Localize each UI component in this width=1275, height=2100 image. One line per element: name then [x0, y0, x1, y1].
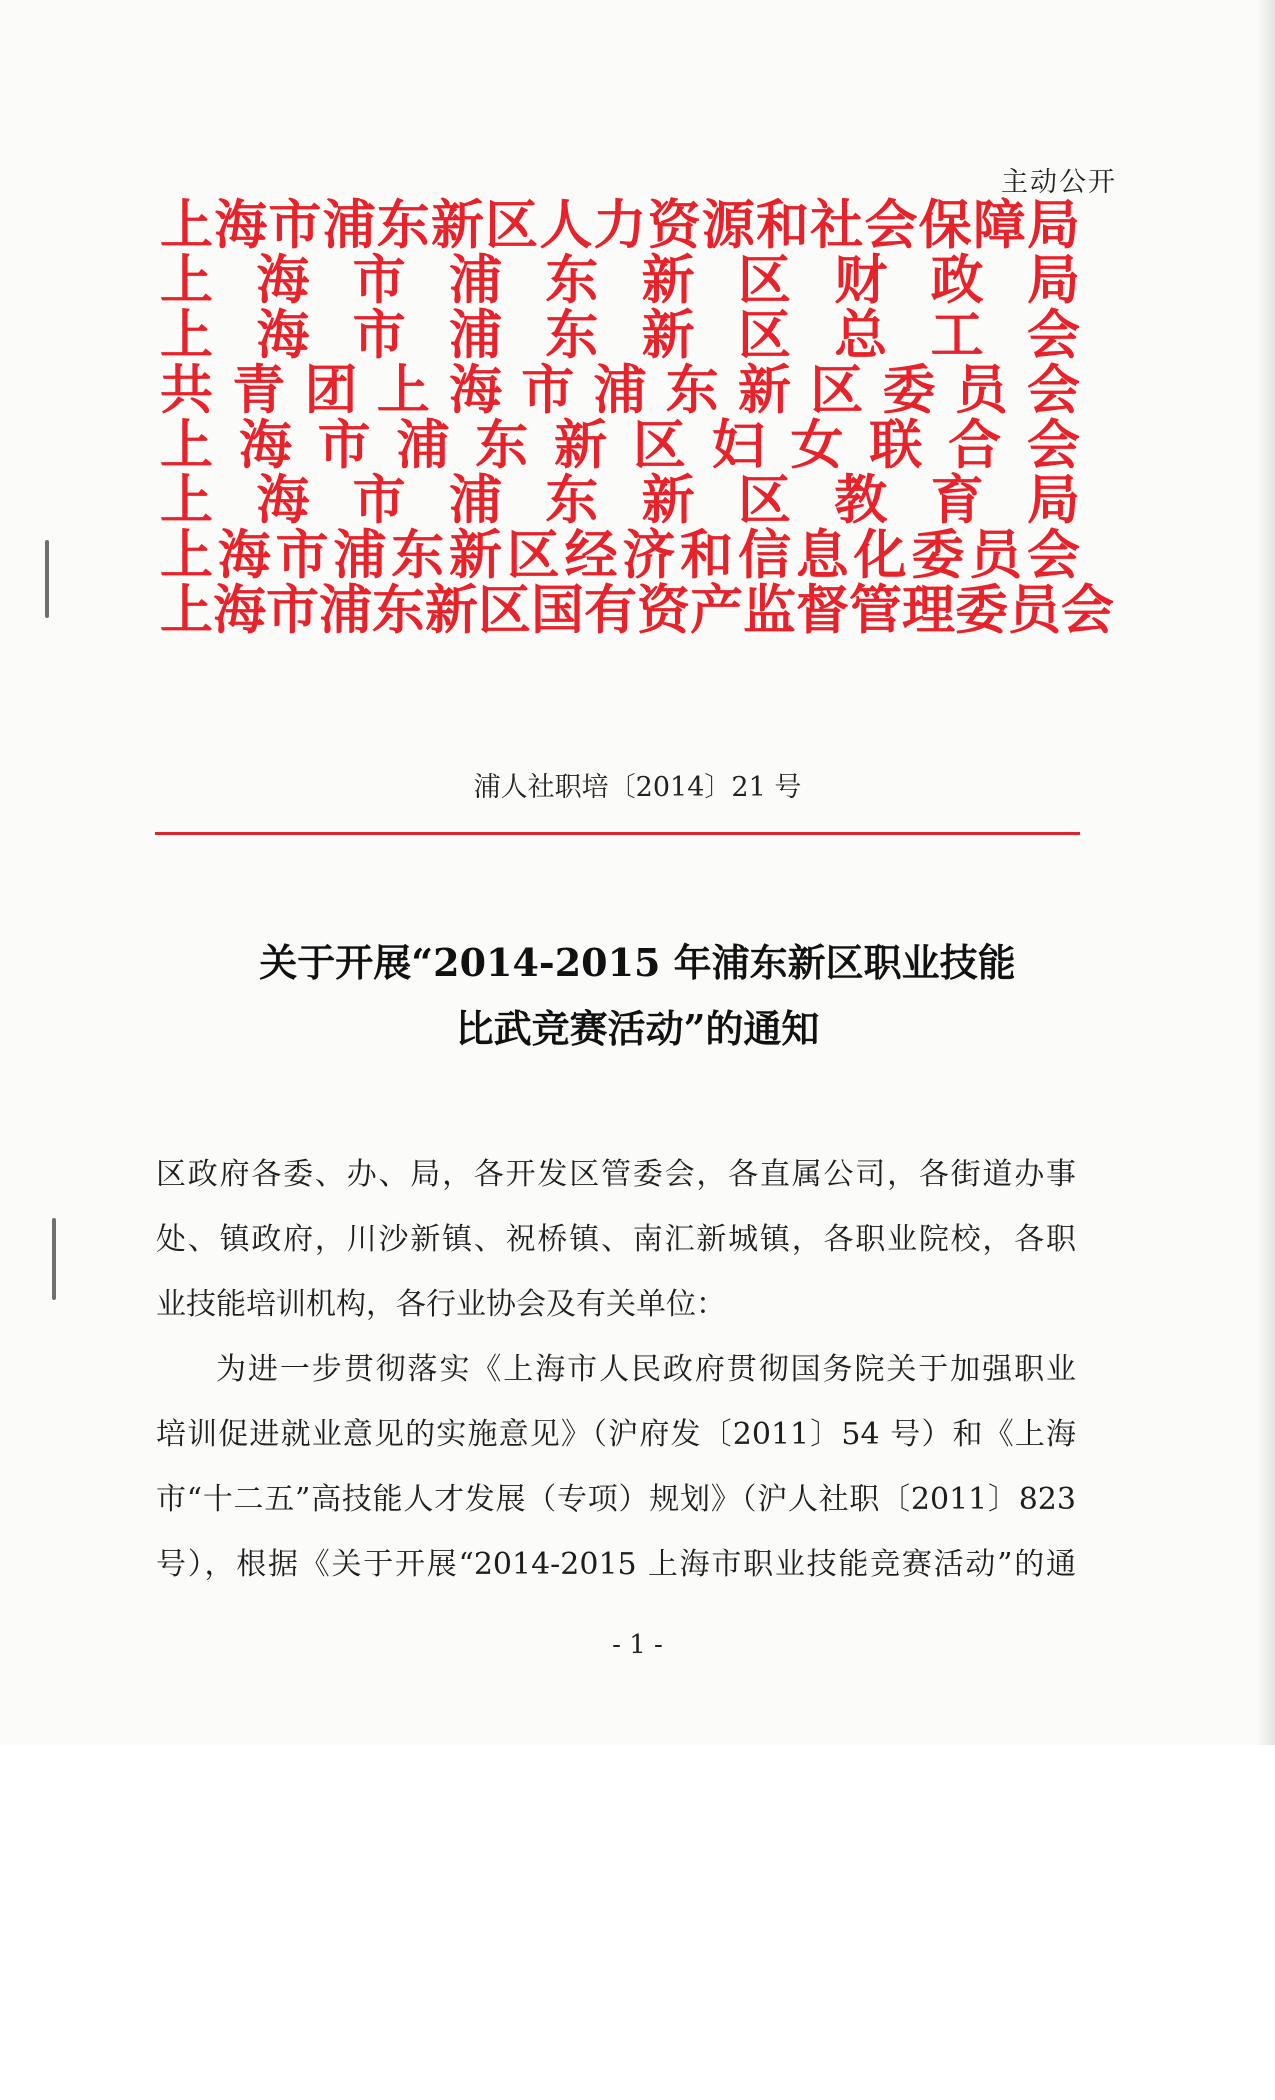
- issuer-char: 东: [665, 359, 719, 421]
- issuer-char: 海: [213, 579, 266, 641]
- issuer-line: [160, 194, 1080, 256]
- issuing-agencies-header: [160, 194, 1114, 641]
- issuer-char: 化: [853, 524, 907, 586]
- issuer-char: 青: [232, 359, 286, 421]
- issuer-char: 海: [256, 469, 310, 531]
- issuer-line: [160, 359, 1080, 421]
- issuer-char: 浦: [448, 304, 502, 366]
- issuer-char: 市: [352, 249, 406, 311]
- body-text: [156, 1142, 1076, 1597]
- issuer-char: 会: [1026, 524, 1080, 586]
- issuer-char: 资: [647, 194, 701, 256]
- body-line-1: 区政府各委、办、局，各开发区管委会，各直属公司，各街道办事: [156, 1157, 1076, 1192]
- issuer-char: 会: [1061, 579, 1114, 641]
- issuer-char: 和: [680, 524, 734, 586]
- issuer-char: 区: [737, 249, 791, 311]
- issuer-char: 上: [160, 524, 213, 586]
- issuer-char: 新: [448, 524, 502, 586]
- issuer-char: 东: [545, 469, 599, 531]
- issuer-char: 新: [641, 304, 695, 366]
- issuer-char: 局: [1026, 469, 1080, 531]
- issuer-char: 浦: [322, 194, 376, 256]
- issuer-char: 东: [376, 194, 430, 256]
- issuer-char: 源: [701, 194, 755, 256]
- issuer-char: 区: [810, 359, 864, 421]
- issuer-char: 市: [521, 359, 575, 421]
- issuer-char: 市: [352, 469, 406, 531]
- issuer-char: 国: [531, 579, 584, 641]
- issuer-char: 联: [869, 414, 923, 476]
- issuer-char: 市: [275, 524, 329, 586]
- issuer-char: 海: [238, 414, 292, 476]
- issuer-char: 财: [834, 249, 888, 311]
- issuer-char: 合: [948, 414, 1002, 476]
- body-line-6: 市“十二五”高技能人才发展（专项）规划》（沪人社职〔2011〕823: [156, 1482, 1076, 1517]
- page-edge-shadow: [1257, 0, 1275, 1745]
- issuer-char: 信: [737, 524, 791, 586]
- issuer-line: [160, 524, 1080, 586]
- issuer-char: 人: [539, 194, 593, 256]
- issuer-char: 力: [593, 194, 647, 256]
- issuer-char: 新: [641, 249, 695, 311]
- issuer-char: 海: [449, 359, 502, 421]
- issuer-char: 浦: [319, 579, 372, 641]
- issuer-char: 浦: [448, 249, 502, 311]
- issuer-char: 区: [632, 414, 686, 476]
- issuer-char: 新: [554, 414, 608, 476]
- issuer-char: 市: [352, 304, 406, 366]
- issuer-char: 上: [160, 304, 213, 366]
- title-line-2: 比武竞赛活动”的通知: [455, 1006, 820, 1051]
- issuer-line: [160, 249, 1080, 311]
- issuer-char: 东: [372, 579, 425, 641]
- issuer-char: 产: [690, 579, 743, 641]
- document-title: [0, 930, 1275, 1062]
- issuer-char: 市: [317, 414, 371, 476]
- issuer-char: 新: [641, 469, 695, 531]
- issuer-char: 浦: [396, 414, 450, 476]
- issuer-char: 会: [1026, 414, 1080, 476]
- issuer-char: 障: [972, 194, 1026, 256]
- issuer-char: 区: [506, 524, 560, 586]
- issuer-char: 上: [160, 414, 213, 476]
- issuer-char: 海: [256, 304, 310, 366]
- issuer-char: 委: [911, 524, 965, 586]
- issuer-line: [160, 469, 1080, 531]
- issuer-char: 市: [268, 194, 322, 256]
- title-line-1: 关于开展“2014-2015 年浦东新区职业技能: [259, 940, 1016, 985]
- issuer-char: 浦: [448, 469, 502, 531]
- issuer-char: 会: [1027, 359, 1080, 421]
- issuer-char: 东: [475, 414, 529, 476]
- issuer-char: 女: [790, 414, 844, 476]
- issuer-char: 教: [834, 469, 888, 531]
- issuer-char: 上: [376, 359, 430, 421]
- issuer-char: 区: [737, 304, 791, 366]
- issuer-char: 区: [478, 579, 531, 641]
- issuer-char: 上: [160, 249, 213, 311]
- issuer-char: 海: [217, 524, 271, 586]
- issuer-char: 和: [756, 194, 810, 256]
- issuer-char: 政: [930, 249, 984, 311]
- body-line-7: 号），根据《关于开展“2014-2015 上海市职业技能竞赛活动”的通: [156, 1547, 1076, 1582]
- issuer-char: 市: [266, 579, 319, 641]
- issuer-char: 东: [545, 304, 599, 366]
- issuer-char: 委: [882, 359, 936, 421]
- issuer-char: 海: [256, 249, 310, 311]
- issuer-line: [160, 414, 1080, 476]
- body-line-5: 培训促进就业意见的实施意见》（沪府发〔2011〕54 号）和《上海: [156, 1417, 1076, 1452]
- issuer-char: 委: [955, 579, 1008, 641]
- issuer-char: 东: [545, 249, 599, 311]
- issuer-char: 监: [743, 579, 796, 641]
- issuer-char: 浦: [333, 524, 387, 586]
- red-separator-line: [155, 832, 1080, 835]
- document-number: 浦人社职培〔2014〕21 号: [473, 772, 802, 803]
- issuer-char: 会: [1026, 304, 1080, 366]
- issuer-char: 新: [425, 579, 478, 641]
- issuer-char: 东: [391, 524, 445, 586]
- page-number: - 1 -: [612, 1630, 663, 1660]
- issuer-char: 育: [930, 469, 984, 531]
- issuer-char: 社: [810, 194, 864, 256]
- issuer-char: 新: [430, 194, 484, 256]
- issuer-char: 上: [160, 579, 213, 641]
- issuer-char: 区: [737, 469, 791, 531]
- issuer-char: 员: [954, 359, 1008, 421]
- issuer-char: 员: [1008, 579, 1061, 641]
- issuer-char: 妇: [711, 414, 765, 476]
- issuer-char: 理: [902, 579, 955, 641]
- issuer-char: 共: [160, 359, 213, 421]
- issuer-char: 新: [738, 359, 791, 421]
- issuer-char: 团: [304, 359, 358, 421]
- body-line-2: 处、镇政府，川沙新镇、祝桥镇、南汇新城镇，各职业院校，各职: [156, 1222, 1076, 1257]
- staple-mark-bottom: [52, 1218, 56, 1300]
- disclosure-label: 主动公开: [1001, 167, 1117, 198]
- issuer-char: 资: [637, 579, 690, 641]
- staple-mark-top: [45, 540, 49, 618]
- issuer-char: 总: [834, 304, 888, 366]
- issuer-line: [160, 579, 1114, 641]
- issuer-line: [160, 304, 1080, 366]
- issuer-char: 海: [214, 194, 268, 256]
- issuer-char: 区: [485, 194, 539, 256]
- body-line-3: 业技能培训机构，各行业协会及有关单位：: [156, 1287, 726, 1322]
- issuer-char: 济: [622, 524, 676, 586]
- issuer-char: 局: [1026, 249, 1080, 311]
- issuer-char: 经: [564, 524, 618, 586]
- issuer-char: 员: [969, 524, 1023, 586]
- issuer-char: 保: [918, 194, 972, 256]
- issuer-char: 督: [796, 579, 849, 641]
- issuer-char: 上: [160, 194, 213, 256]
- issuer-char: 有: [584, 579, 637, 641]
- issuer-char: 息: [795, 524, 849, 586]
- issuer-char: 浦: [593, 359, 647, 421]
- issuer-char: 工: [930, 304, 984, 366]
- issuer-char: 会: [864, 194, 918, 256]
- issuer-char: 管: [849, 579, 902, 641]
- issuer-char: 局: [1027, 194, 1080, 256]
- issuer-char: 上: [160, 469, 213, 531]
- body-line-4: 为进一步贯彻落实《上海市人民政府贯彻国务院关于加强职业: [216, 1352, 1076, 1387]
